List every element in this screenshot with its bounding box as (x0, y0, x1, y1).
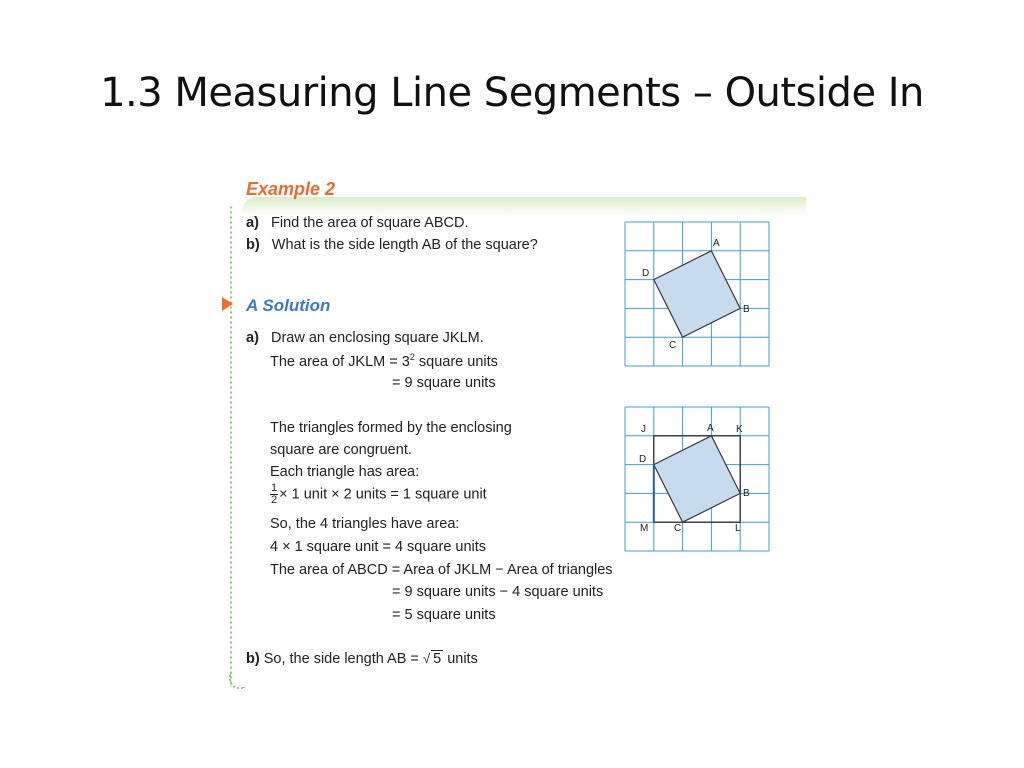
vertex-label-c: C (674, 523, 682, 534)
solution-line2-pre: The area of JKLM = 3 (270, 353, 410, 370)
solution-line8: So, the 4 triangles have area: (270, 516, 460, 532)
square-abcd (654, 251, 740, 337)
solution-line12: = 5 square units (392, 607, 496, 623)
solution-title: A Solution (246, 296, 331, 315)
solution-arrow-icon (222, 297, 233, 311)
fraction-numerator: 1 (271, 482, 278, 494)
solution-line11: = 9 square units − 4 square units (392, 584, 604, 600)
solution-b-post: units (447, 651, 478, 667)
grid-figure-abcd (622, 219, 772, 369)
solution-a-label: a) (246, 330, 259, 346)
solution-line7-text: × 1 unit × 2 units = 1 square unit (279, 486, 487, 503)
solution-b-pre: So, the side length AB = (263, 651, 419, 667)
vertex-label-k: K (736, 424, 743, 435)
question-a-label: a) (246, 215, 259, 231)
radicand: 5 (433, 651, 442, 667)
solution-line5: square are congruent. (270, 442, 412, 458)
fraction-denominator: 2 (271, 494, 278, 506)
example-panel (220, 175, 810, 695)
vertex-label-d: D (639, 454, 647, 465)
one-half-fraction (270, 483, 278, 506)
vertex-label-b: B (743, 488, 750, 499)
question-b-label: b) (246, 237, 260, 253)
solution-line4: The triangles formed by the enclosing (270, 420, 512, 436)
solution-line9: 4 × 1 square unit = 4 square units (270, 539, 487, 555)
vertex-label-j: J (641, 424, 646, 435)
solution-line2-post: square units (414, 353, 498, 370)
grid-figure-jklm (622, 404, 772, 554)
vertex-label-l: L (735, 523, 741, 534)
vertex-label-d: D (642, 268, 650, 279)
solution-a-line1 (246, 330, 484, 346)
question-b (246, 237, 538, 253)
vertex-label-m: M (640, 523, 649, 534)
vertex-label-a: A (713, 238, 720, 249)
solution-line2 (270, 352, 498, 370)
slide-title: 1.3 Measuring Line Segments – Outside In (100, 70, 924, 116)
dotted-margin-line (229, 205, 233, 687)
solution-line10: The area of ABCD = Area of JKLM − Area of triangles (270, 562, 613, 578)
square-abcd (654, 436, 740, 522)
solution-line7 (270, 483, 487, 506)
solution-line1: Draw an enclosing square JKLM. (271, 330, 484, 346)
solution-line3: = 9 square units (392, 375, 496, 391)
question-a (246, 215, 468, 231)
vertex-label-c: C (669, 340, 677, 351)
solution-line2-exp: 2 (409, 352, 415, 362)
square-root-expression (423, 651, 443, 667)
example-title: Example 2 (246, 179, 336, 199)
question-a-text: Find the area of square ABCD. (271, 215, 469, 231)
vertex-label-a: A (707, 423, 714, 434)
solution-b (246, 651, 478, 667)
vertex-label-b: B (743, 304, 750, 315)
solution-line6: Each triangle has area: (270, 464, 420, 480)
header-band (242, 197, 806, 217)
solution-b-label: b) (246, 651, 260, 667)
radical-sign-icon: √ (422, 651, 431, 666)
question-b-text: What is the side length AB of the square? (271, 237, 538, 253)
